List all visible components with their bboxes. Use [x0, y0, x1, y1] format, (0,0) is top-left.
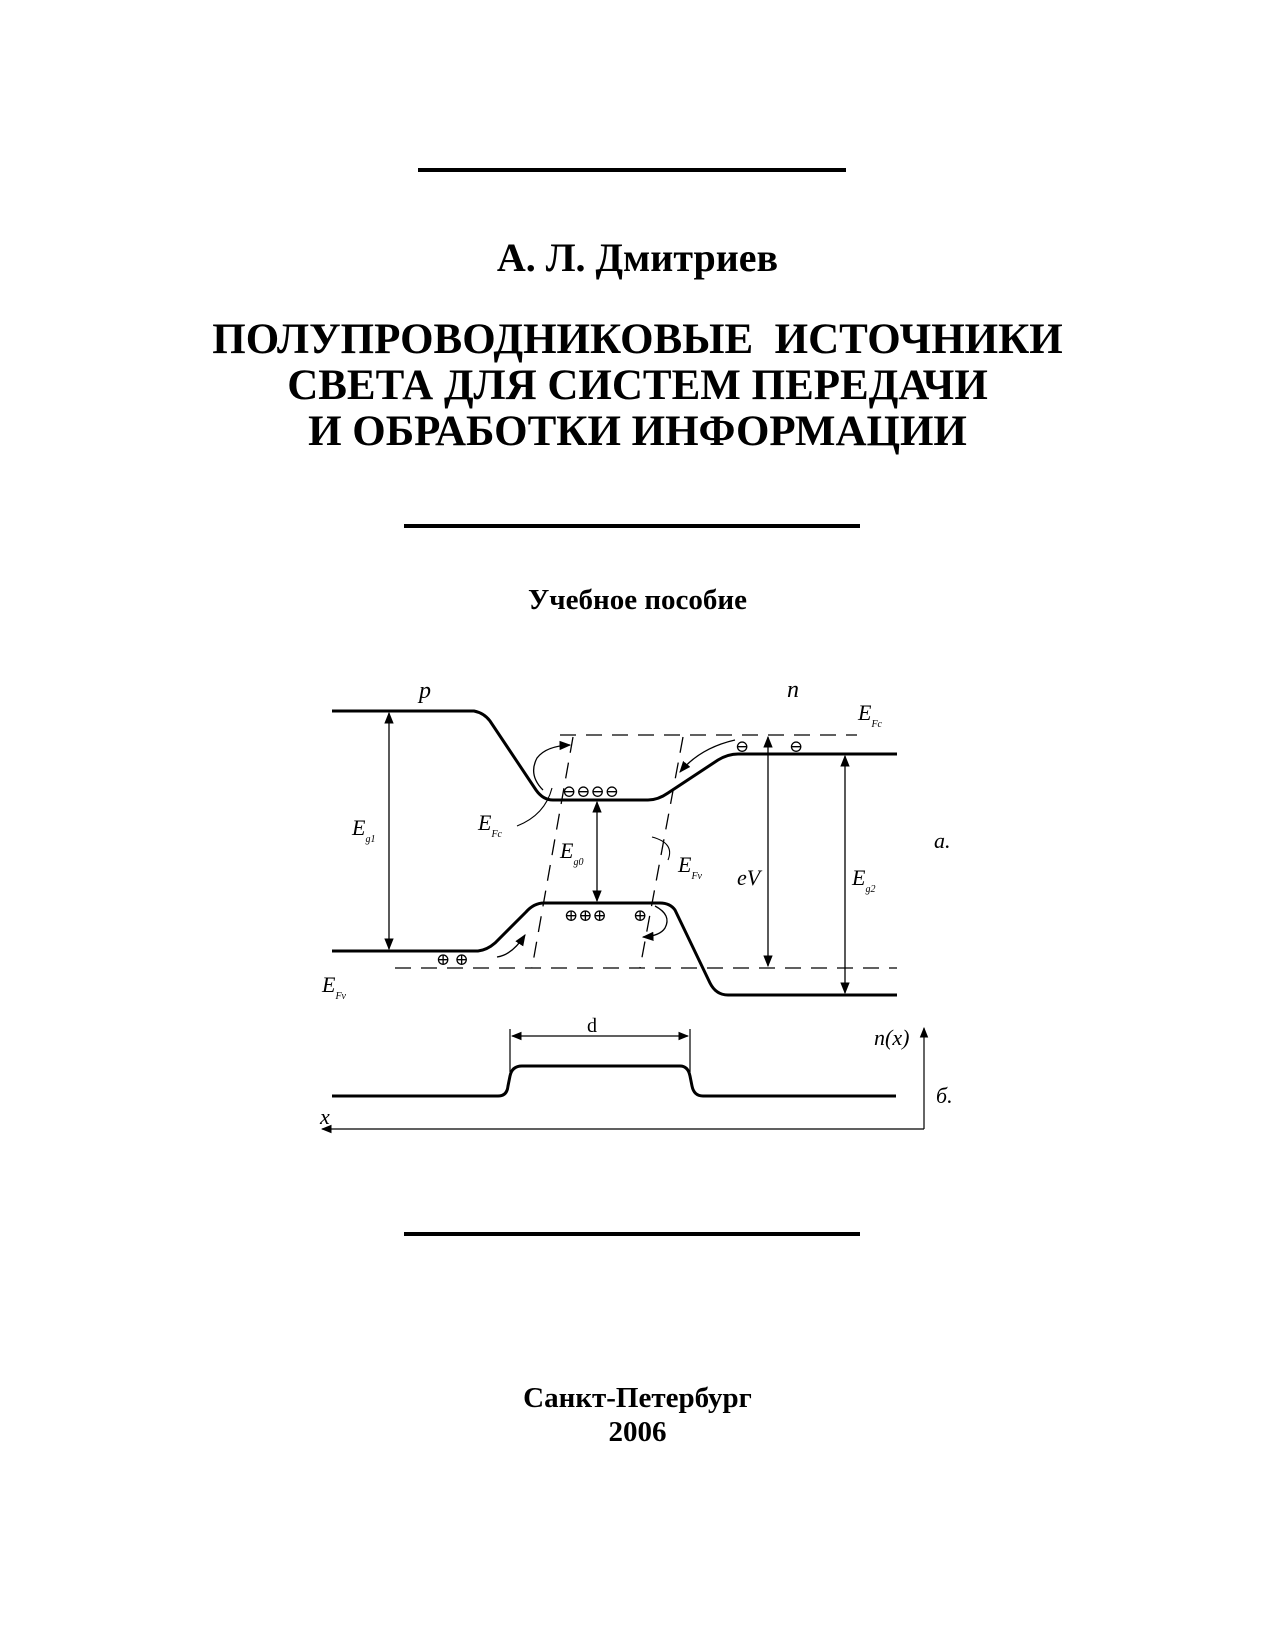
fermi-transition-right: [640, 737, 683, 968]
label-efc-top: $E_{Fc}$: [858, 700, 882, 730]
hole-right: ⊕: [633, 906, 648, 925]
electrons-in-well: ⊖⊖⊖⊖: [562, 782, 619, 801]
label-eg1: $E_{g1}$: [352, 815, 376, 845]
label-ev: eV: [737, 865, 761, 890]
label-x: x: [320, 1104, 330, 1129]
author-name: А. Л. Дмитриев: [496, 235, 779, 280]
label-eg2: $E_{g2}$: [852, 865, 876, 895]
city-name: Санкт-Петербург: [523, 1382, 752, 1414]
title-line-2: СВЕТА ДЛЯ СИСТЕМ ПЕРЕДАЧИ: [287, 362, 988, 409]
label-n: n: [787, 677, 799, 703]
holes-p-side: ⊕ ⊕: [436, 950, 469, 969]
label-eg0: $E_{g0}$: [560, 838, 584, 868]
bottom-rule: [404, 1232, 860, 1236]
label-a: а.: [934, 828, 951, 853]
density-profile-curve: [332, 1066, 896, 1096]
title-line-1: ПОЛУПРОВОДНИКОВЫЕ ИСТОЧНИКИ: [212, 316, 1063, 363]
holes-in-well: ⊕⊕⊕: [564, 906, 607, 925]
publication-place: [0, 1381, 1275, 1449]
title-line-3: И ОБРАБОТКИ ИНФОРМАЦИИ: [308, 408, 967, 455]
valence-band-edge: [332, 903, 897, 995]
subtitle: Учебное пособие: [527, 584, 747, 616]
electron-n-side-2: ⊖: [789, 737, 804, 756]
label-p: p: [419, 678, 431, 704]
label-nx: n(x): [874, 1025, 910, 1050]
label-efc-mid: $E_{Fc}$: [478, 810, 502, 840]
electron-n-side-1: ⊖: [735, 737, 750, 756]
label-efv-bottom: $E_{Fv}$: [322, 972, 346, 1002]
efc-leader-curve: [517, 788, 552, 826]
publication-year: 2006: [608, 1416, 667, 1448]
label-b: б.: [936, 1083, 953, 1108]
label-efv-mid: $E_{Fv}$: [678, 852, 702, 882]
efv-leader-curve: [652, 837, 670, 860]
label-d: d: [587, 1015, 597, 1037]
